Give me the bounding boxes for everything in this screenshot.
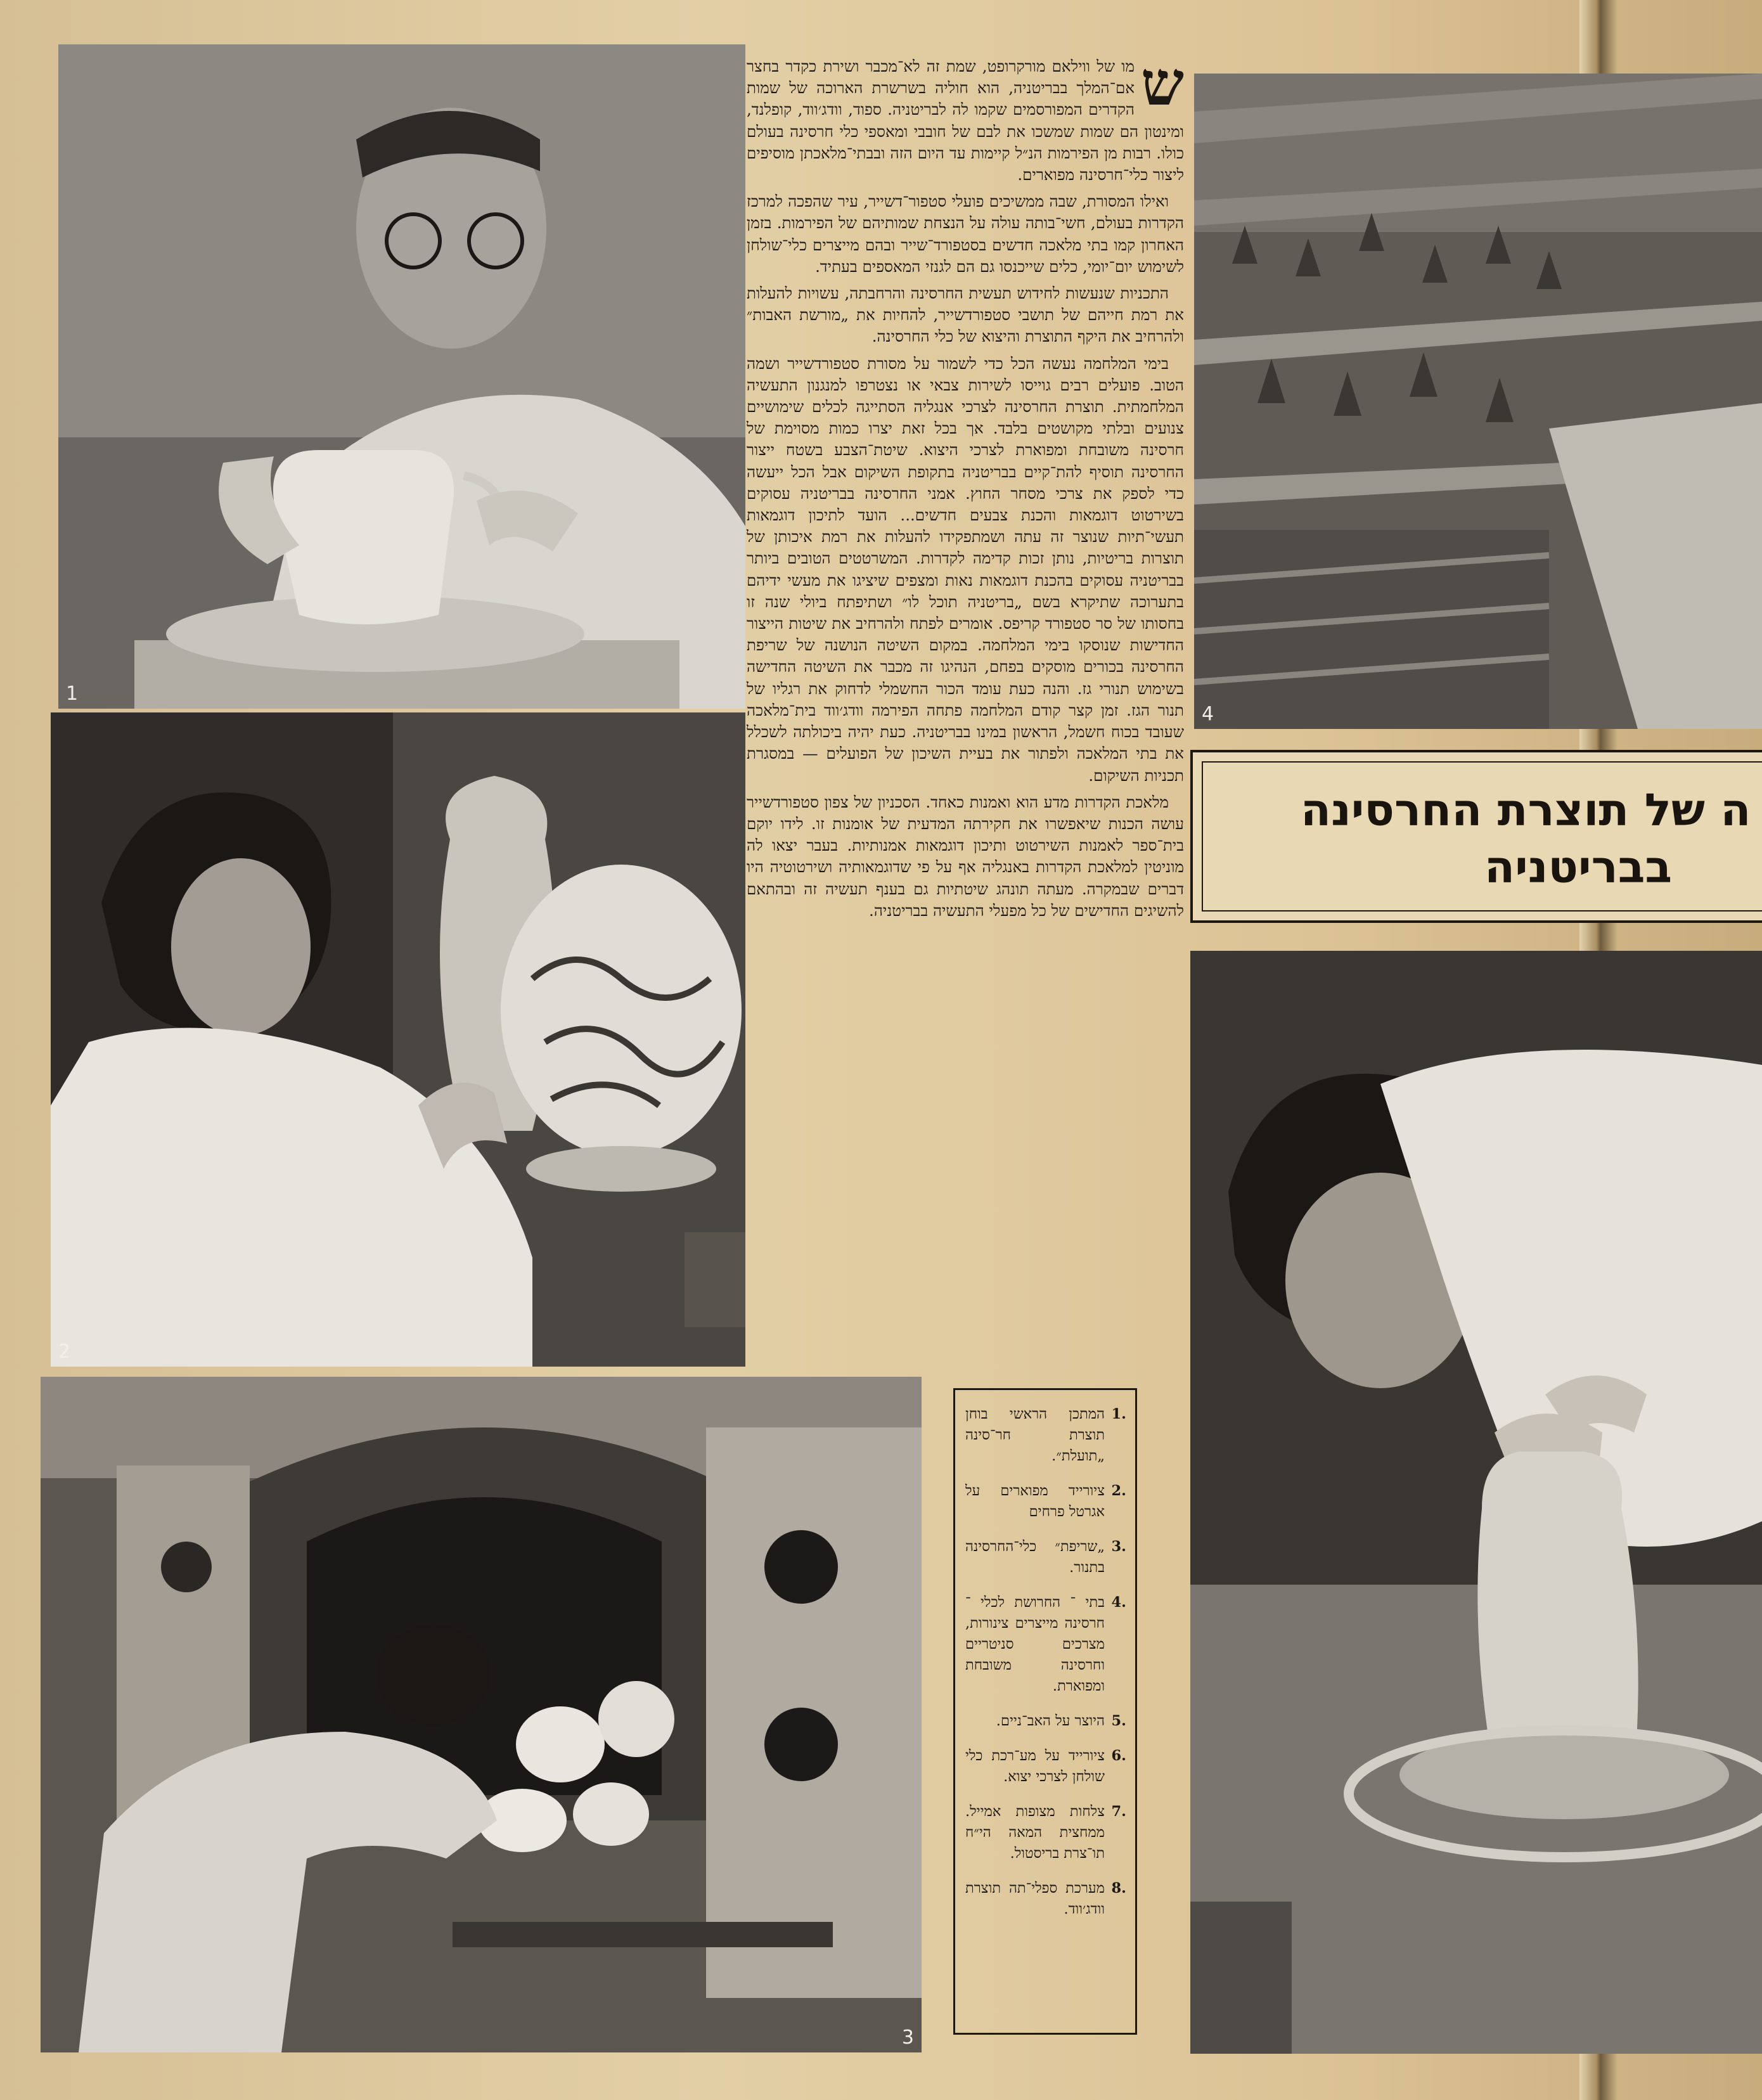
headline-box (1190, 750, 1762, 923)
caption-item: .5 היוצר על האב־ניים. (996, 1713, 1126, 1729)
photo-potter-wheel (1190, 951, 1762, 2054)
photo-inspector (58, 44, 745, 709)
caption-item: .4 בתי ־ החרושת לכלי ־ חרסינה מייצרים צינורות, מצרכים סניטריים וחרסינה משובחת ומפוארת. (965, 1594, 1126, 1694)
article-paragraph: ואילו המסורת, שבה ממשיכים פועלי סטפור־דשייר, עיר שהפכה למרכז הקדרות בעולם, חשי־בותה עולה על הנצחת שמותיהם של הפירמות. בזמן האחרון קמו בתי מלאכה חדשים בסטפורד־שייר ובהם מייצרים כלי־שולחן לשימוש יום־יומי, כלים שייכנסו גם הם לגנזי המאספים בעתיד. (747, 192, 1184, 276)
caption-item: .8 מערכת ספלי־תה תוצרת וודג׳ווד. (965, 1880, 1126, 1917)
article-paragraph: בימי המלחמה נעשה הכל כדי לשמור על מסורת סטפורדשייר ושמה הטוב. פועלים רבים גוייסו לשירות צבאי או נצטרפו למנגנון התעשיה המלחמתית. תוצרת החרסינה לצרכי אנגליה הסתייגה לכלים שימושיים צנועים ובלתי מקושטים בלבד. אך בכל זאת יצרו כמות מסוימת של חרסינה משובחת ומפוארת לצרכי היצוא. שיטת־הצבע בשטח ייצור החרסינה תוסיף להת־קיים בבריטניה בתקופת השיקום אבל הכל ייעשה כדי לספק את צרכי מסחר החוץ. אמני החרסינה בבריטניה עסוקים בשירטוט דוגמאות והכנת צבעים חדשים... הועד לתיכון דוגמאות תעשי־תיות שנוצר זה עתה ושמתפקידו להעלות את רמת איכותן של תוצרות בריטיות, נותן זכות קדימה לקדרות. המשרטטים הטובים ביותר בבריטניה עסוקים בהכנת דוגמאות נאות ומצפים שיציגו את מעשי ידיהם בתערוכה שתיקרא בשם „בריטניה תוכל לו״ ושתיפתח ביולי שנה זו בחסותו של סר סטפורד קריפס. אומרים לפתח ולהרחיב את שיטות הייצור החדישות שנוסקו בימי המלחמה. במקום השיטה הנושנה של שריפת החרסינה בכורים מוסקים בפחם, הנהיגו זה מכבר את השיטה החדישה בשימוש תנורי גז. והנה כעת עומד הכור החשמלי לדחוק את רגליו של תנור הגז. זמן קצר קודם המלחמה פתחה הפירמה וודג׳ווד בית־מלאכה שעובד בכוח חשמל, הראשון במינו בבריטניה. כעת יהיה ביכולתה לשכלל את בתי המלאכה ולפתור את בעיית השיכון של הפועלים — במסגרת תכניות השיקום. (747, 354, 1184, 785)
headline-line-1: ה של תוצרת החרסינה (1301, 784, 1751, 836)
photo-number: 4 (1202, 703, 1214, 725)
photo-number: 1 (66, 683, 79, 705)
article-paragraph: התכניות שנעשות לחידוש תעשית החרסינה והרחבתה, עשויות להעלות את רמת חייהם של תושבי סטפורדשייר, להחיות את „מורשת האבות״ ולהרחיב את היקף התוצרת והיצוא של כלי החרסינה. (747, 284, 1184, 346)
photo-kiln (41, 1377, 922, 2052)
caption-item: .7 צלחות מצופות אמייל. ממחצית המאה הי״ח תו־צרת בריסטול. (965, 1803, 1126, 1862)
article-paragraph: מלאכת הקדרות מדע הוא ואמנות כאחד. הסכניון של צפון סטפורדשייר עושה הכנות שיאפשרו את חקירתה המדעית של אומנות זו. לידו יוקם בית־ספר לאמנות השירטוט ותיכון דוגמאות אמנותיות. בעבר יצאו לה מוניטין למלאכת הקדרות באנגליה אף על פי שדוגמאותיה ושירטוטיה היו דברים שבמקרה. מעתה תונהג שיטתיות גם בענף תעשיה זה ובהתאם להשיגים החדישים של כל מפעלי התעשיה בבריטניה. (747, 792, 1184, 920)
caption-item: .3 „שריפת״ כלי־החרסינה בתנור. (965, 1538, 1126, 1576)
caption-item: .1 המתכן הראשי בוחן תוצרת חר־סינה „תועלת״. (965, 1406, 1126, 1464)
photo-number: 2 (58, 1341, 71, 1363)
caption-item: .2 ציורייד מפוארים על אגרטל פרחים (965, 1483, 1126, 1520)
drop-cap: ש (1141, 48, 1184, 119)
photo-number: 3 (901, 2026, 914, 2049)
photo-aerial-factories (1194, 74, 1762, 729)
article-paragraph: ש מו של ווילאם מורקרופט, שמת זה לא־מכבר ושירת כקדר בחצר אם־המלך בבריטניה, הוא חוליה בשרשרת הארוכה של שמות הקדרים המפורסמים שקמו לה לבריטניה. ספוד, וודג׳ווד, קופלנד, ומינטון הם שמות שמשכו את לבם של חובבי ומאספי כלי חרסינה בעולם כולו. רבות מן הפירמות הנ״ל קיימות עד היום הזה ובבתי־מלאכתן מוסיפים ליצור כלי־חרסינה מפוארים. (747, 48, 1184, 184)
photo-captions (953, 1388, 1137, 2035)
article-body (747, 48, 1184, 1374)
caption-item: .6 ציורייד על מע־רכת כלי שולחן לצרכי יצוא. (965, 1748, 1126, 1785)
headline-line-2: בבריטניה (1484, 841, 1673, 893)
photo-vase-painter (51, 712, 745, 1367)
